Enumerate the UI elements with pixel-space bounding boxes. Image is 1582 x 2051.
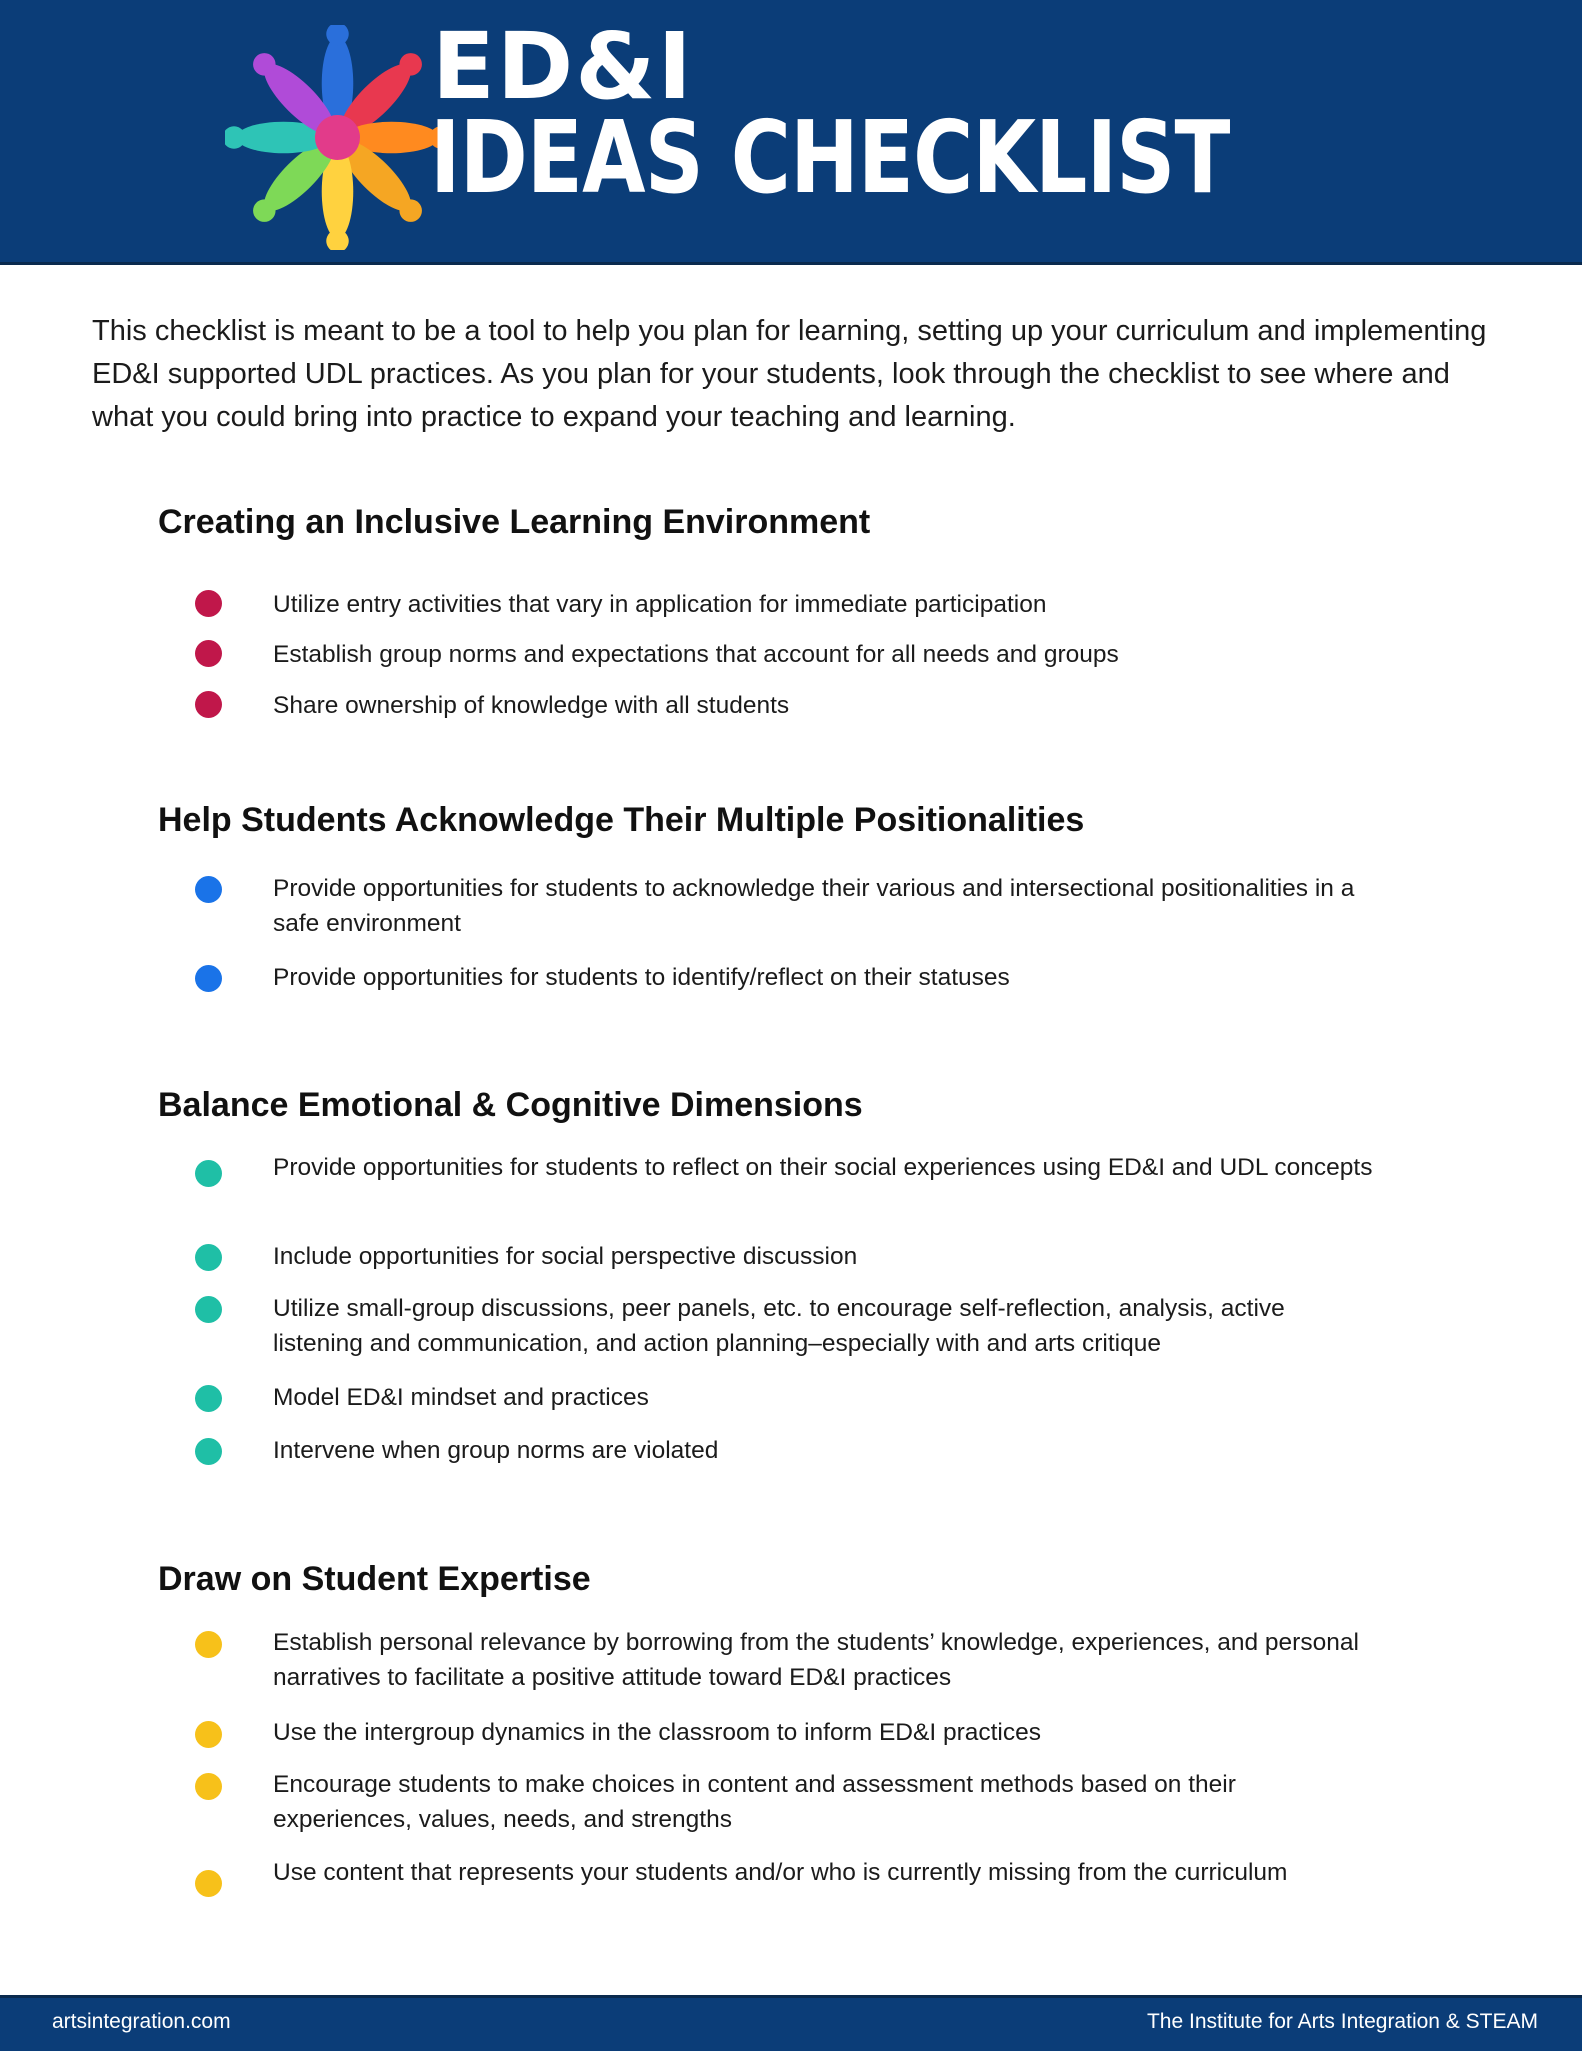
list-item-text: Utilize small-group discussions, peer panels, etc. to encourage self-reflection, analysis, active listening and communication, and action planning–especially with and arts critique <box>273 1295 1285 1357</box>
section-heading-student-expertise: Draw on Student Expertise <box>158 1560 591 1598</box>
section-heading-emotional-cognitive: Balance Emotional & Cognitive Dimensions <box>158 1086 863 1124</box>
section-heading-positionalities: Help Students Acknowledge Their Multiple Positionalities <box>158 801 1085 839</box>
bullet-dot-icon <box>195 1721 222 1748</box>
list-item-text: Include opportunities for social perspective discussion <box>273 1243 858 1270</box>
header-title-bottom: IDEAS CHECKLIST <box>430 99 1230 216</box>
bullet-dot-icon <box>195 640 222 667</box>
footer-organization: The Institute for Arts Integration & STEAM <box>1146 2010 1538 2033</box>
list-item-text: Utilize entry activities that vary in application for immediate participation <box>273 591 1047 618</box>
list-item-text: Use the intergroup dynamics in the classroom to inform ED&I practices <box>273 1719 1041 1746</box>
intro-paragraph: This checklist is meant to be a tool to help you plan for learning, setting up your curriculum and implementing ED&I supported UDL practices. As you plan for your students, look through the checklist to see where and what you could bring into practice to expand your teaching and learning. <box>92 315 1487 433</box>
footer-website: artsintegration.com <box>52 2010 231 2033</box>
header-title-top: ED&I <box>432 13 694 120</box>
bullet-dot-icon <box>195 1773 222 1800</box>
bullet-dot-icon <box>195 691 222 718</box>
bullet-dot-icon <box>195 1244 222 1271</box>
bullet-dot-icon <box>195 1870 222 1897</box>
bullet-dot-icon <box>195 876 222 903</box>
bullet-dot-icon <box>195 590 222 617</box>
list-item-text: Provide opportunities for students to reflect on their social experiences using ED&I and UDL concepts <box>273 1154 1373 1181</box>
colorful-hands-logo-icon <box>225 25 450 250</box>
list-item-text: Provide opportunities for students to acknowledge their various and intersectional positionalities in a safe environment <box>273 875 1355 937</box>
header-banner <box>0 0 1582 265</box>
bullet-dot-icon <box>195 965 222 992</box>
footer-bar <box>0 1995 1582 2051</box>
bullet-dot-icon <box>195 1385 222 1412</box>
list-item-text: Establish personal relevance by borrowing from the students’ knowledge, experiences, and personal narratives to facilitate a positive attitude toward ED&I practices <box>273 1629 1359 1691</box>
bullet-dot-icon <box>195 1631 222 1658</box>
list-item-text: Provide opportunities for students to identify/reflect on their statuses <box>273 964 1010 991</box>
list-item-text: Encourage students to make choices in content and assessment methods based on their experiences, values, needs, and strengths <box>273 1771 1236 1833</box>
bullet-dot-icon <box>195 1296 222 1323</box>
list-item-text: Model ED&I mindset and practices <box>273 1384 649 1411</box>
list-item-text: Share ownership of knowledge with all students <box>273 692 790 719</box>
list-item-text: Establish group norms and expectations that account for all needs and groups <box>273 641 1119 668</box>
list-item-text: Intervene when group norms are violated <box>273 1437 719 1464</box>
list-item-text: Use content that represents your students and/or who is currently missing from the curriculum <box>273 1859 1288 1886</box>
section-heading-inclusive-environment: Creating an Inclusive Learning Environment <box>158 503 871 541</box>
bullet-dot-icon <box>195 1438 222 1465</box>
bullet-dot-icon <box>195 1160 222 1187</box>
